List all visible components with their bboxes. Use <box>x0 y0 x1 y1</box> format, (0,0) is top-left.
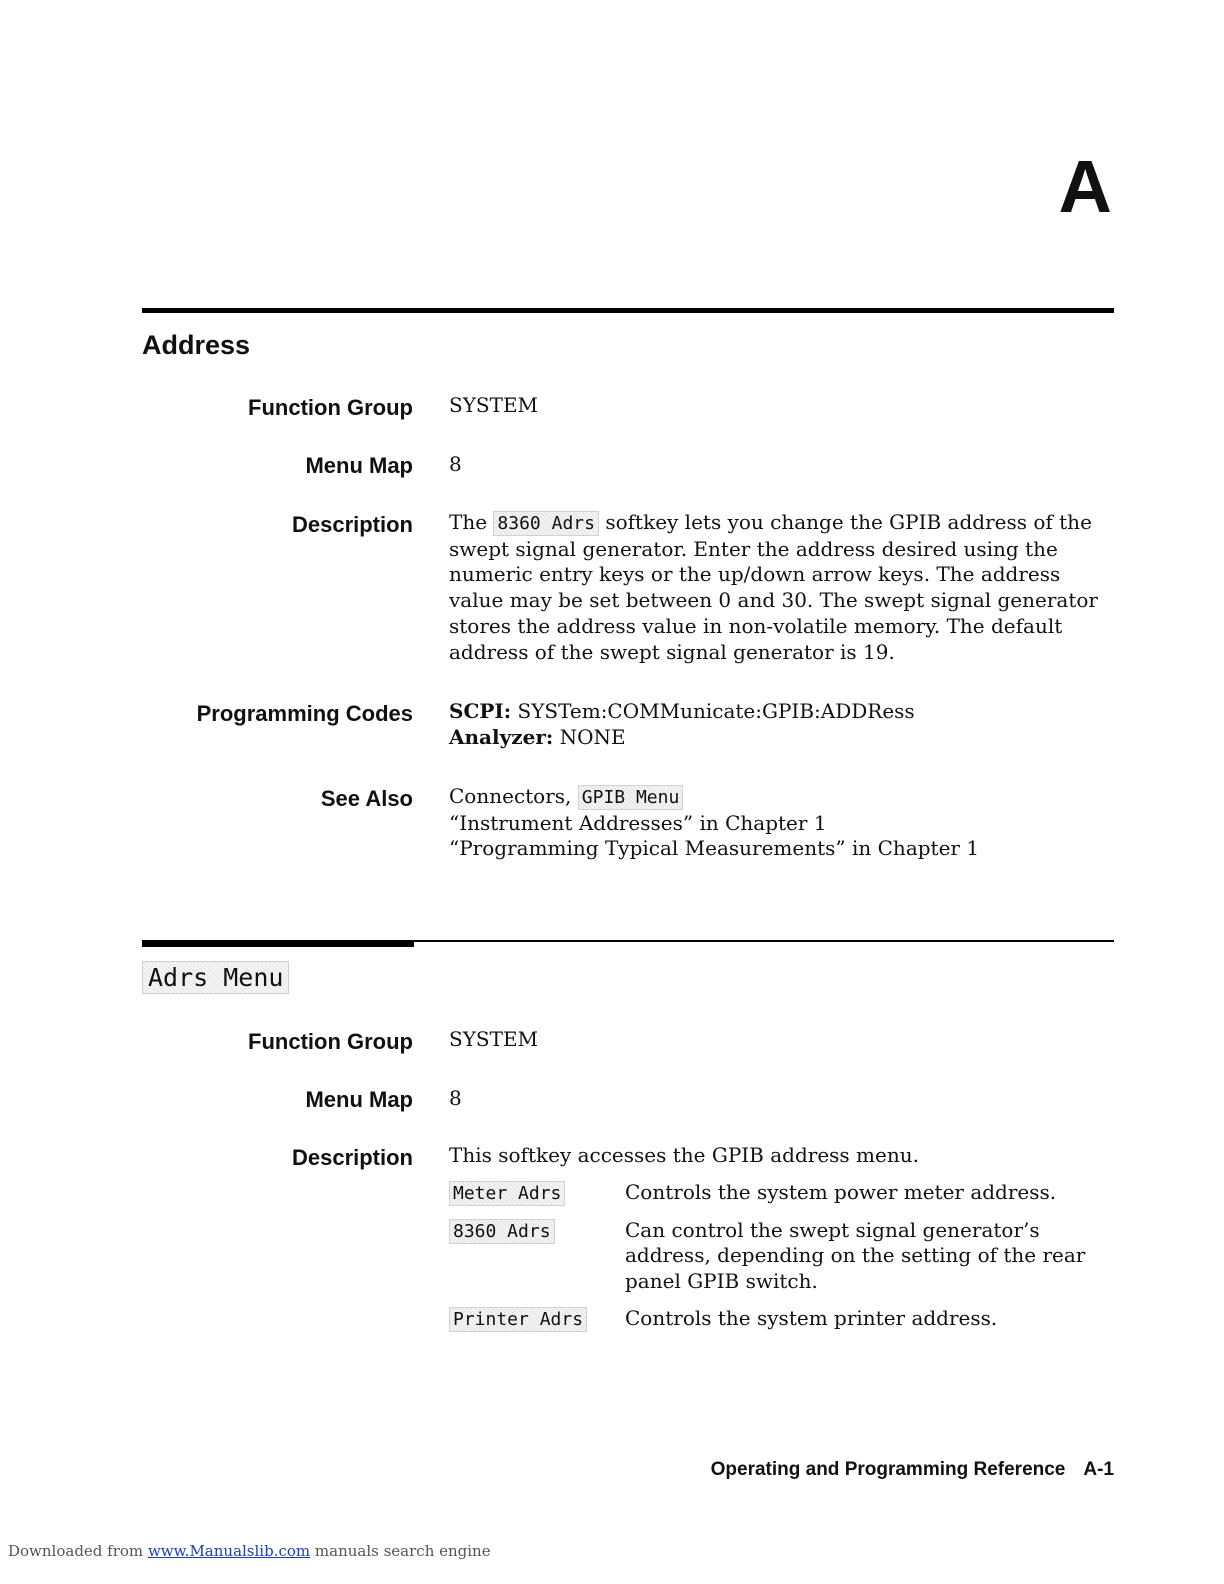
section-title-address: Address <box>142 330 251 360</box>
softkey-row <box>449 1180 1114 1207</box>
section-title-adrs-menu[interactable]: Adrs Menu <box>142 961 289 994</box>
softkey-row <box>449 1218 1114 1295</box>
manualslib-link[interactable]: www.Manualslib.com <box>147 1542 311 1560</box>
softkey-cell <box>449 1180 625 1207</box>
description-label-2: Description <box>291 1145 413 1170</box>
analyzer-label: Analyzer: <box>449 724 554 749</box>
function-group-value-2: SYSTEM <box>449 1027 539 1051</box>
see-also-connectors: Connectors, <box>449 784 572 808</box>
page-footer <box>711 1459 1114 1481</box>
softkey-8360-adrs[interactable]: 8360 Adrs <box>493 511 599 536</box>
description-pre: The <box>449 510 488 534</box>
scpi-value: SYSTem:COMMunicate:GPIB:ADDRess <box>517 699 915 723</box>
footer-title: Operating and Programming Reference <box>710 1459 1066 1480</box>
scpi-label: SCPI: <box>449 699 512 723</box>
menu-map-value-2: 8 <box>449 1086 462 1110</box>
programming-codes-label: Programming Codes <box>196 701 413 726</box>
function-group-label-2: Function Group <box>248 1029 413 1054</box>
function-group-label: Function Group <box>248 395 413 420</box>
softkey-8360-adrs-menu[interactable]: 8360 Adrs <box>449 1219 555 1244</box>
softkey-description: Controls the system power meter address. <box>625 1180 1057 1204</box>
section-rule <box>142 308 1114 313</box>
see-also-label: See Also <box>320 786 413 811</box>
see-also-line-1 <box>449 784 1114 811</box>
softkey-description: Can control the swept signal generator’s address, depending on the setting of the rear panel GPIB switch. <box>625 1217 1086 1294</box>
section-rule-thin <box>414 940 1114 942</box>
function-group-value: SYSTEM <box>449 393 539 417</box>
analyzer-line <box>449 725 1114 751</box>
see-also-line-3: “Programming Typical Measurements” in Chapter 1 <box>449 836 980 861</box>
softkey-gpib-menu[interactable]: GPIB Menu <box>578 785 684 810</box>
download-credit <box>8 1542 491 1560</box>
menu-map-label-2: Menu Map <box>305 1087 413 1112</box>
description-text <box>449 510 1114 665</box>
see-also-value <box>449 784 1114 862</box>
softkey-table <box>449 1180 1114 1344</box>
softkey-cell <box>449 1218 625 1295</box>
description-label: Description <box>291 512 413 537</box>
softkey-description: Controls the system printer address. <box>625 1305 998 1330</box>
page-number: A-1 <box>1083 1459 1114 1480</box>
menu-map-value: 8 <box>449 452 462 476</box>
section-rule-thick <box>142 940 414 947</box>
analyzer-value: NONE <box>559 724 626 749</box>
programming-codes-value <box>449 699 1114 750</box>
softkey-printer-adrs[interactable]: Printer Adrs <box>449 1307 587 1332</box>
menu-map-label: Menu Map <box>305 453 413 478</box>
download-suffix: manuals search engine <box>314 1542 491 1560</box>
description-text-2: This softkey accesses the GPIB address menu. <box>449 1143 919 1167</box>
softkey-meter-adrs[interactable]: Meter Adrs <box>449 1181 565 1206</box>
softkey-row <box>449 1306 1114 1333</box>
see-also-line-2: “Instrument Addresses” in Chapter 1 <box>449 810 827 835</box>
softkey-cell <box>449 1306 625 1333</box>
chapter-letter: A <box>1058 145 1112 228</box>
scpi-line <box>449 699 1114 725</box>
description-post: softkey lets you change the GPIB address of the swept signal generator. Enter the address desired using the numeric entry keys or the up/down arrow keys. The address value may be set between 0 and 30. The swept signal generator stores the address value in non-volatile memory. The default address of the swept signal generator is 19. <box>449 510 1098 664</box>
download-prefix: Downloaded from <box>8 1542 144 1560</box>
